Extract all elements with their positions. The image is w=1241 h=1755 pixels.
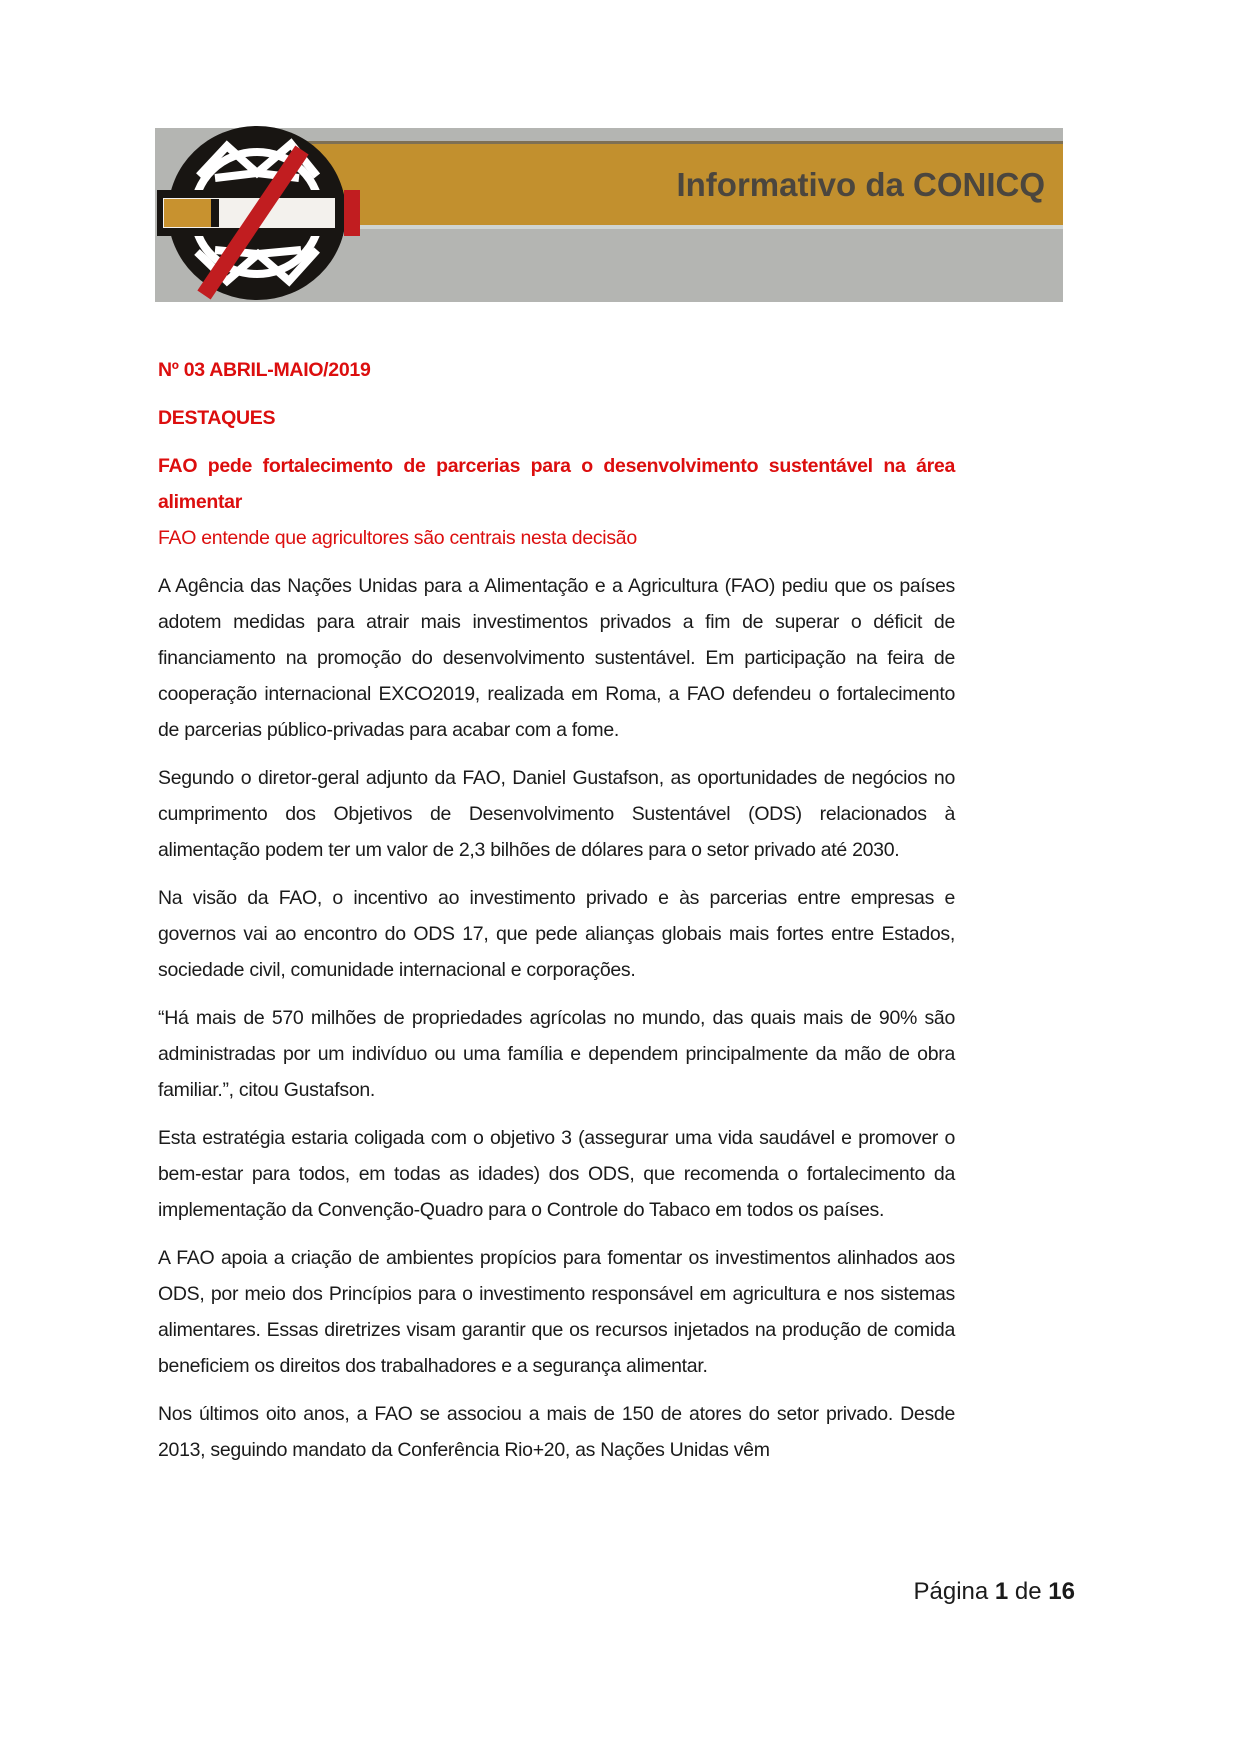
issue-heading: Nº 03 ABRIL-MAIO/2019 (158, 359, 371, 381)
article-content (158, 352, 955, 1480)
article-paragraph: Na visão da FAO, o incentivo ao investimento privado e às parcerias entre empresas e governos vai ao encontro do ODS 17, que pede alianças globais mais fortes entre Estados, sociedade civil, comunidade internacional e corporações. (158, 887, 955, 981)
footer-label: Página (913, 1578, 989, 1605)
newsletter-banner (155, 128, 1063, 302)
article-paragraph: Nos últimos oito anos, a FAO se associou a mais de 150 de atores do setor privado. Desde 2013, seguindo mandato da Conferência Rio+20, as Nações Unidas vêm (158, 1403, 955, 1461)
article-subtitle: FAO entende que agricultores são centrais nesta decisão (158, 527, 637, 549)
page-footer (913, 1578, 1075, 1606)
article-title: FAO pede fortalecimento de parcerias para o desenvolvimento sustentável na área alimentar (158, 455, 955, 513)
article-paragraph: Esta estratégia estaria coligada com o objetivo 3 (assegurar uma vida saudável e promover o bem-estar para todos, em todas as idades) dos ODS, que recomenda o fortalecimento da implementação da Convenção-Quadro para o Controle do Tabaco em todos os países. (158, 1127, 955, 1221)
article-paragraph: Segundo o diretor-geral adjunto da FAO, Daniel Gustafson, as oportunidades de negócios no cumprimento dos Objetivos de Desenvolvimento Sustentável (ODS) relacionados à alimentação podem ter um valor de 2,3 bilhões de dólares para o setor privado até 2030. (158, 767, 955, 861)
article-paragraph: “Há mais de 570 milhões de propriedades agrícolas no mundo, das quais mais de 90% são administradas por um indivíduo ou uma família e dependem principalmente da mão de obra familiar.”, citou Gustafson. (158, 1007, 955, 1101)
article-paragraph: A FAO apoia a criação de ambientes propícios para fomentar os investimentos alinhados aos ODS, por meio dos Princípios para o investimento responsável em agricultura e nos sistemas alimentares. Essas diretrizes visam garantir que os recursos injetados na produção de comida beneficiem os direitos dos trabalhadores e a segurança alimentar. (158, 1247, 955, 1377)
footer-page-number: 1 (994, 1578, 1009, 1605)
banner-gold-stripe (305, 141, 1063, 229)
banner-title: Informativo da CONICQ (676, 165, 1045, 203)
no-smoking-globe-logo-icon (157, 124, 363, 306)
footer-total-pages: 16 (1048, 1578, 1075, 1605)
article-paragraph: A Agência das Nações Unidas para a Alimentação e a Agricultura (FAO) pediu que os países adotem medidas para atrair mais investimentos privados a fim de superar o déficit de financiamento na promoção do desenvolvimento sustentável. Em participação na feira de cooperação internacional EXCO2019, realizada em Roma, a FAO defendeu o fortalecimento de parcerias público-privadas para acabar com a fome. (158, 575, 955, 741)
section-heading-destaques: DESTAQUES (158, 407, 276, 429)
footer-of-label: de (1014, 1578, 1042, 1605)
